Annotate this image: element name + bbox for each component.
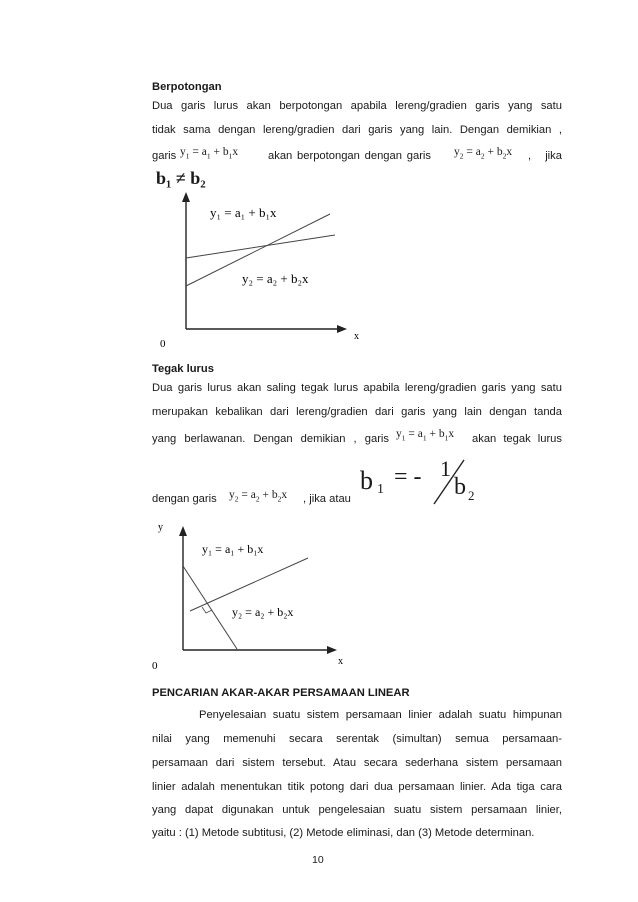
- pencarian-line-5: yang dapat digunakan untuk pengelesaian suatu sistem persamaan linier,: [152, 804, 562, 816]
- line-y2: [183, 566, 237, 649]
- berpotongan-line3-b: akan berpotongan dengan garis: [268, 150, 431, 162]
- berpotongan-line-1: Dua garis lurus akan berpotongan apabila lereng/gradien garis yang satu: [152, 100, 562, 112]
- y-axis-arrow: [182, 192, 190, 202]
- heading-tegak-lurus: Tegak lurus: [152, 363, 214, 375]
- graph2-label-y2: y₂ = a₂ + b₂x: [232, 605, 294, 619]
- tegak-line4-a: dengan garis: [152, 493, 217, 505]
- pencarian-line-2: nilai yang memenuhi secara serentak (simultan) semua persamaan-: [152, 733, 562, 745]
- equation-y2-tegak: $y_2 = a_2 + b_2x$: [229, 489, 288, 504]
- pencarian-line-4: linier adalah menentukan titik potong dari dua persamaan linier. Ada tiga cara: [152, 781, 562, 793]
- x-axis-arrow: [327, 646, 337, 654]
- line-y1: [186, 235, 335, 258]
- equation-y1: $y_1 = a_1 + b_1x$: [180, 146, 239, 161]
- line-y1: [190, 558, 308, 611]
- perpendicular-lines-graph: [150, 516, 370, 671]
- x-axis-arrow: [337, 325, 347, 333]
- pencarian-line-6: yaitu : (1) Metode subtitusi, (2) Metode eliminasi, dan (3) Metode determinan.: [152, 827, 535, 839]
- graph2-x-label: x: [338, 656, 343, 667]
- tegak-line3-b: akan tegak lurus: [472, 433, 562, 445]
- graph2-label-y1: y₁ = a₁ + b₁x: [202, 542, 264, 556]
- graph1-origin: 0: [160, 338, 166, 350]
- graph1-x-label: x: [354, 331, 359, 342]
- pencarian-line-3: persamaan dari sistem tersebut. Atau secara sederhana sistem persamaan: [152, 757, 562, 769]
- intersecting-lines-graph: [150, 190, 370, 350]
- heading-berpotongan: Berpotongan: [152, 81, 222, 93]
- pencarian-line-1: Penyelesaian suatu sistem persamaan linier adalah suatu himpunan: [199, 709, 562, 721]
- berpotongan-line3-c: , jika: [528, 150, 562, 162]
- equation-y2: $y_2 = a_2 + b_2x$: [454, 146, 513, 161]
- page-number: 10: [312, 854, 324, 866]
- tegak-line4-b: , jika atau: [303, 493, 351, 505]
- perpendicular-condition: b 1 = - 1 b 2: [360, 456, 475, 503]
- y-axis-arrow: [179, 526, 187, 536]
- berpotongan-line-2: tidak sama dengan lereng/gradien dari garis yang lain. Dengan demikian ,: [152, 124, 562, 136]
- graph1-label-y2: y₂ = a₂ + b₂x: [242, 271, 309, 286]
- berpotongan-line3-a: garis: [152, 150, 177, 162]
- graph2-origin: 0: [152, 660, 158, 671]
- tegak-line-1: Dua garis lurus akan saling tegak lurus apabila lereng/gradien garis yang satu: [152, 382, 562, 394]
- tegak-line3-a: yang berlawanan. Dengan demikian , garis: [152, 433, 389, 445]
- graph1-label-y1: y₁ = a₁ + b₁x: [210, 205, 277, 220]
- equation-y1-tegak: $y_1 = a_1 + b_1x$: [396, 428, 455, 443]
- graph2-y-label: y: [158, 522, 163, 533]
- heading-pencarian: PENCARIAN AKAR-AKAR PERSAMAAN LINEAR: [152, 687, 410, 699]
- condition-not-equal: b₁ ≠ b₂: [156, 168, 206, 188]
- tegak-line-2: merupakan kebalikan dari lereng/gradien dari garis yang lain dengan tanda: [152, 406, 562, 418]
